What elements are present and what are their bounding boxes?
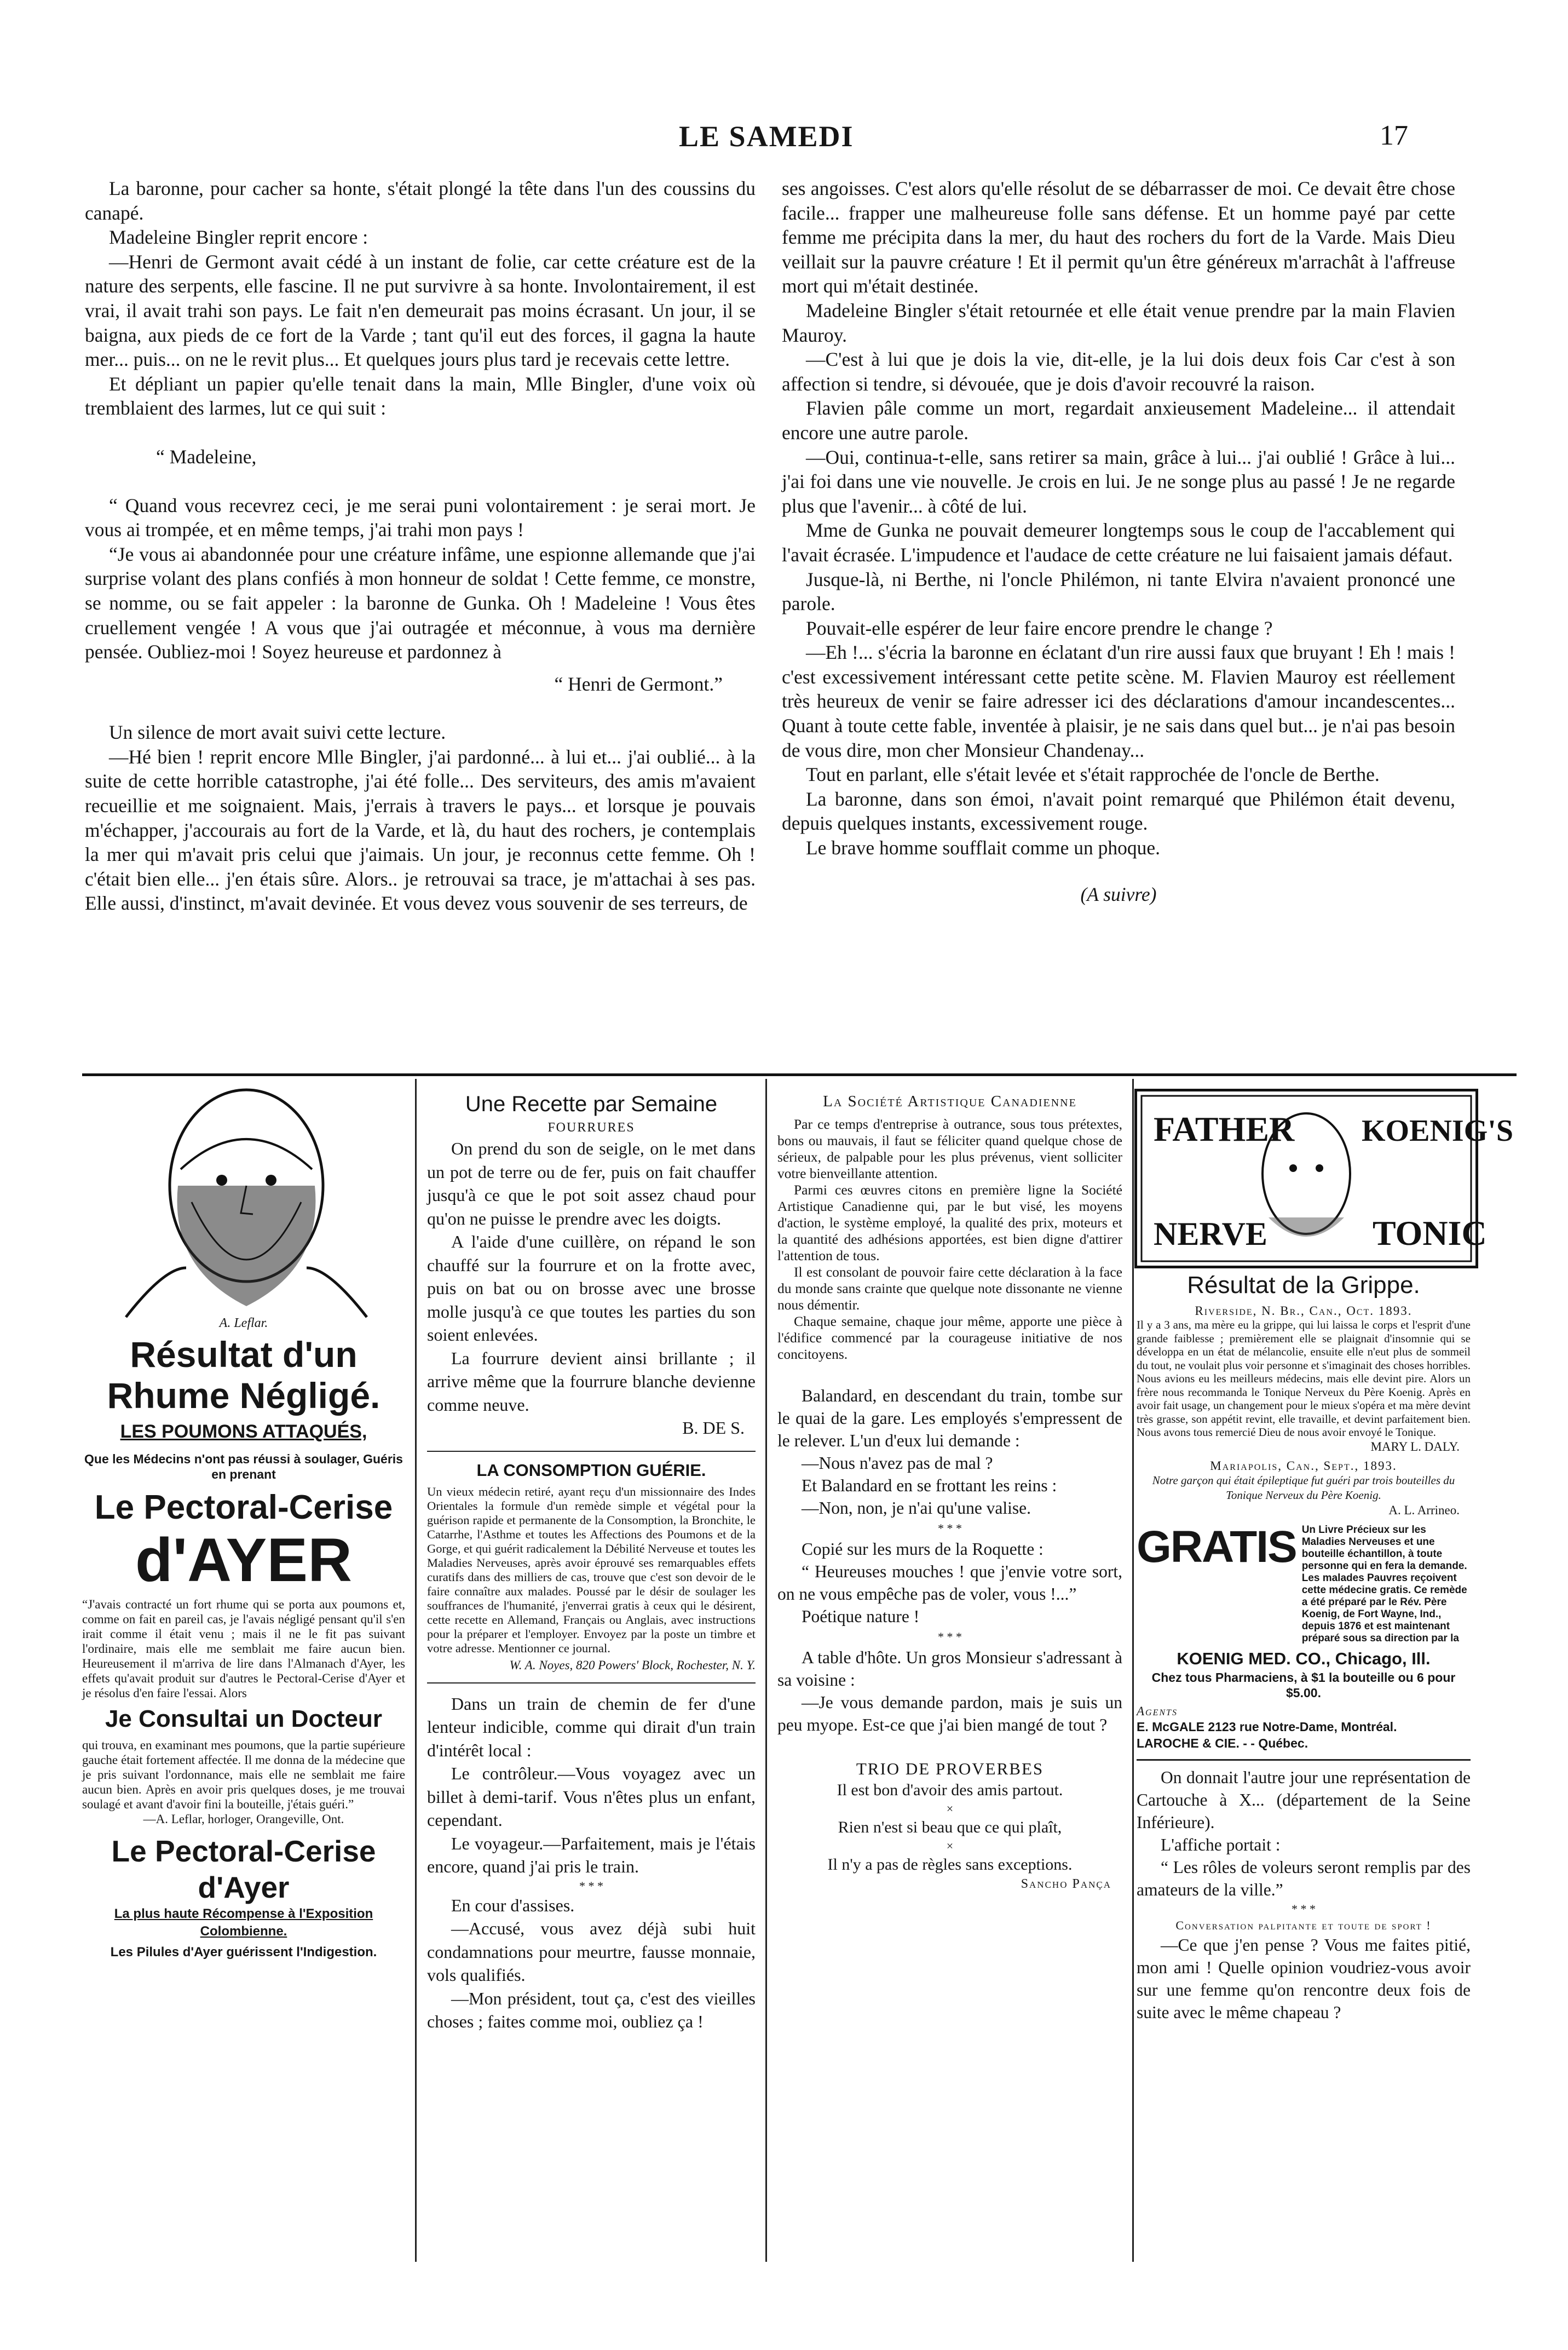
logo-word: NERVE [1154, 1216, 1267, 1252]
story-paragraph: Flavien pâle comme un mort, regardait anxieusement Madeleine... il attendait encore une autre parole. [782, 397, 1455, 444]
ad-pills: Les Pilules d'Ayer guérissent l'Indigestion. [110, 1945, 377, 1960]
to-be-continued: (A suivre) [1080, 883, 1157, 905]
agent: LAROCHE & CIE. - - Québec. [1137, 1736, 1308, 1750]
conversation-paragraph: —Ce que j'en pense ? Vous me faites pitié, mon ami ! Quelle opinion voudriez-vous avoir sur une femme qu'on rencontre deux fois de suite avec le même chapeau ? [1137, 1935, 1471, 2022]
koenig-testimonial: Il y a 3 ans, ma mère eu la grippe, qui lui laissa le corps et l'esprit d'une grande faiblesse ; premièrement elle se plaignait d'insomnie qui se développa en un état de mélancolie, ensuite elle n'eut plus de sommeil du tout, ne voulait plus voir personne et s'imaginait des choses horribles. Nous avions eu les meilleurs médecins, mais elle devint pire. Alors un frère nous recommanda le Tonique Nerveux du Père Koenig. Après en avoir fait usage, un changement pour le mieux s'opéra et ma mère devint très grasse, son appétit revint, elle travaille, et devint parfaitement bien. Nous avons tous remercié Dieu de nous avoir envoyé le Tonique. [1137, 1318, 1471, 1439]
train-paragraph: Dans un train de chemin de fer d'une lenteur indicible, comme qui dirait d'un train d'intérêt local : [427, 1693, 756, 1760]
recipe-paragraph: On prend du son de seigle, on le met dans un pot de terre ou de fer, puis on fait chauffer jusqu'à ce que le pot soit assez chaud pour qu'on ne puisse le prendre avec les doigts. [427, 1139, 756, 1228]
assizes-paragraph: —Mon président, tout ça, c'est des vieilles choses ; faites comme moi, oubliez ça ! [427, 1988, 756, 2031]
ad-testimonial: qui trouva, en examinant mes poumons, que la partie supérieure gauche était fortement affectée. Il me donna de la médecine que je pris suivant l'ordonnance, mais elle ne semblait me faire aucun bien. Après en avoir pris quelques doses, je me trouvai soulagé et avant d'avoir fini la bouteille, j'étais guéri.” [82, 1738, 405, 1811]
testimonial-signature: MARY L. DALY. [1370, 1439, 1460, 1453]
societe-column [777, 1091, 1122, 1893]
societe-paragraph: Il est consolant de pouvoir faire cette déclaration à la face du monde sans crainte que quelque note dissonante ne vienne nous démentir. [777, 1264, 1122, 1313]
cartouche-paragraph: On donnait l'autre jour une représentation de Cartouche à X... (département de la Seine Inférieure). [1137, 1767, 1471, 1832]
logo-word: KOENIG'S [1362, 1114, 1513, 1148]
product-banner: Le Pectoral-Cerise d'Ayer [111, 1834, 376, 1904]
anecdote-paragraph: Balandard, en descendant du train, tombe sur le quai de la gare. Les employés s'empressent de le relever. L'un d'eux lui demande : [777, 1386, 1122, 1450]
gratis-text: Un Livre Précieux sur les Maladies Nerveuses et une bouteille échantillon, à toute personne qui en fera la demande. Les malades Pauvres reçoivent cette médecine gratis. Ce remède a été préparé par le Rév. Père Koenig, de Fort Wayne, Ind., depuis 1876 et est maintenant préparé sous sa direction par la [1301, 1524, 1467, 1644]
story-paragraph: Madeleine Bingler reprit encore : [109, 226, 368, 249]
recipe-column [427, 1090, 756, 2033]
proverb: Rien n'est si beau que ce qui plaît, [838, 1818, 1062, 1836]
cartouche-paragraph: “ Les rôles de voleurs seront remplis par des amateurs de la ville.” [1137, 1857, 1471, 1899]
societe-paragraph: Parmi ces œuvres citons en première ligne la Société Artistique Canadienne qui, par le but visé, les moyens d'action, le système employé, la qualité des prix, moteurs et la quantité des adhésions apportées, est bien digne d'attirer l'attention de tous. [777, 1182, 1122, 1263]
ad-headline: Résultat d'un [130, 1334, 358, 1375]
story-paragraph: Et dépliant un papier qu'elle tenait dans la main, Mlle Bingler, d'une voix où tremblaient des larmes, lut ce qui suit : [85, 372, 756, 420]
train-paragraph: Le voyageur.—Parfaitement, mais je l'étais encore, quand j'ai pris le train. [427, 1833, 756, 1876]
anecdote-paragraph: Copié sur les murs de la Roquette : [802, 1539, 1044, 1559]
train-paragraph: Le contrôleur.—Vous voyagez avec un billet à demi-tarif. Vous n'êtes plus un enfant, cependant. [427, 1763, 756, 1830]
proverb-separator: × [946, 1839, 954, 1853]
story-paragraph: —Eh !... s'écria la baronne en éclatant d'un rire aussi faux que bruyant ! Eh ! mais ! c'est excessivement intéressant cette petite scène. M. Flavien Mauroy est réellement très heureux de venir se faire adresser ici des déclarations d'amour incandescentes... Quant à toute cette fable, inventée à plaisir, je ne sais dans quel but... je n'ai pas besoin de vous dire, mon cher Monsieur Chandenay... [782, 641, 1455, 761]
section-divider [82, 1073, 1517, 1076]
cartouche-paragraph: L'affiche portait : [1161, 1835, 1281, 1854]
logo-word: FATHER [1154, 1110, 1295, 1148]
separator-stars: * * * [1292, 1901, 1316, 1916]
anecdote-paragraph: Et Balandard en se frottant les reins : [802, 1476, 1057, 1495]
societe-paragraph: Par ce temps d'entreprise à outrance, sous tous prétextes, bons ou mauvais, il faut se féliciter quand quelque chose de sérieux, de palpable pour les plus prévenus, vient solliciter votre bienveillante attention. [777, 1116, 1122, 1181]
koenig-logo-box [1134, 1089, 1513, 1268]
recipe-paragraph: A l'aide d'une cuillère, on répand le son chauffé sur la fourrure et on la frotte avec, puis on bat ou on brosse avec une brosse molle jusqu'à ce que toutes les parties du son soient enlevées. [427, 1232, 756, 1345]
ad-subhead: LES POUMONS ATTAQUÉS, [120, 1421, 367, 1442]
letter-paragraph: “Je vous ai abandonnée pour une créature infâme, une espionne allemande que j'ai surprise volant des plans confiés à mon honneur de soldat ! Cette femme, ce monstre, se nomme, ou se fait appeler : la baronne de Gunka. Oh ! Madeleine ! Vous êtes cruellement vengée ! A vous que j'ai outragée et méconnue, à vous ma dernière pensée. Oubliez-moi ! Soyez heureuse et pardonnez à [85, 543, 756, 663]
story-paragraph: —Hé bien ! reprit encore Mlle Bingler, j'ai pardonné... à lui et... j'ai oublié... à la suite de cette horrible catastrophe, j'ai été folle... Des serviteurs, des amis m'avaient recueillie et me soignaient. Mais, j'errais à travers le pays... et lorsque je pouvais m'échapper, j'accourais au fort de la Varde, et là, du haut des rochers, je contemplais la mer qui m'avait pris celui que j'aimais. Un jour, je reconnus cette femme. Oh ! c'était bien elle... j'en étais sûre. Alors.. je retrouvai sa trace, je m'attachai à ses pas. Elle aussi, d'instinct, m'avait devinée. Et vous devez vous souvenir de ses terreurs, de [85, 745, 756, 915]
consumption-signature: W. A. Noyes, 820 Powers' Block, Rochester, N. Y. [509, 1658, 756, 1672]
story-paragraph: —C'est à lui que je dois la vie, dit-elle, je la lui dois deux fois Car c'est à son affection si tendre, si dévouée, que je dois d'avoir recouvré la raison. [782, 348, 1455, 395]
story-paragraph: —Henri de Germont avait cédé à un instant de folie, car cette créature est de la nature des serpents, elle fascine. Il ne put survivre à sa honte. Involontairement, il est vrai, il avait trahi son pays. Le fait n'en demeurait pas moins écrasant. Un jour, il se baigna, aux pieds de ce fort de la Varde ; tant qu'il eut des forces, il gagna la haute mer... puis... on ne le revit plus... Et quelques jours plus tard je recevais cette lettre. [85, 250, 756, 371]
anecdote-paragraph: —Nous n'avez pas de mal ? [802, 1453, 993, 1473]
separator-stars: * * * [579, 1878, 603, 1893]
koenig-testimonial: Notre garçon qui était épileptique fut guéri par trois bouteilles du Tonique Nerveux du Père Koenig. [1152, 1473, 1455, 1502]
societe-title: La Société Artistique Canadienne [823, 1093, 1077, 1110]
proverb: Il n'y a pas de règles sans exceptions. [827, 1855, 1073, 1874]
testimonial-place: Mariapolis, Can., Sept., 1893. [1210, 1458, 1397, 1473]
story-paragraph: Tout en parlant, elle s'était levée et s'était rapprochée de l'oncle de Berthe. [806, 763, 1380, 786]
anecdote-paragraph: A table d'hôte. Un gros Monsieur s'adressant à sa voisine : [777, 1648, 1122, 1690]
ad-award: La plus haute Récompense à l'Exposition Colombienne. [114, 1906, 373, 1939]
assizes-paragraph: —Accusé, vous avez déjà subi huit condamnations pour meurtre, fausse monnaie, vols qualifiés. [427, 1918, 756, 1985]
story-paragraph: La baronne, pour cacher sa honte, s'était plongé la tête dans l'un des coussins du canapé. [85, 177, 756, 224]
koenig-advertisement [1137, 1271, 1471, 2024]
story-paragraph: Le brave homme soufflait comme un phoque. [806, 837, 1161, 859]
anecdote-paragraph: —Non, non, je n'ai qu'une valise. [802, 1498, 1031, 1518]
proverb: Il est bon d'avoir des amis partout. [837, 1781, 1063, 1799]
recipe-paragraph: La fourrure devient ainsi brillante ; il arrive même que la fourrure blanche devienne comme neuve. [427, 1348, 756, 1415]
assizes-paragraph: En cour d'assises. [451, 1895, 575, 1915]
ad-testimonial-signature: —A. Leflar, horloger, Orangeville, Ont. [143, 1812, 344, 1826]
agent: E. McGALE 2123 rue Notre-Dame, Montréal. [1137, 1719, 1397, 1734]
story-column-2 [782, 176, 1455, 906]
ad-headline: Je Consultai un Docteur [105, 1705, 383, 1732]
story-paragraph: Jusque-là, ni Berthe, ni l'oncle Philémon, ni tante Elvira n'avaient prononcé une parole. [782, 568, 1455, 615]
separator-stars: * * * [938, 1630, 962, 1644]
story-paragraph: —Oui, continua-t-elle, sans retirer sa main, grâce à lui... j'ai oublié ! Grâce à lui... j'ai foi dans une vie nouvelle. Je crois en lui. Je ne songe plus au passé ! Je ne regarde plus que l'avenir... à côté de lui. [782, 446, 1455, 517]
anecdote-paragraph: —Je vous demande pardon, mais je suis un peu myope. Est-ce que j'ai bien mangé de tout ? [777, 1693, 1122, 1734]
ad-tagline: Que les Médecins n'ont pas réussi à soulager, Guéris en prenant [84, 1452, 403, 1481]
consumption-title: LA CONSOMPTION GUÉRIE. [476, 1460, 706, 1480]
gratis-label: GRATIS [1137, 1521, 1296, 1572]
letter-signature: “ Henri de Germont.” [554, 673, 723, 695]
story-paragraph: La baronne, dans son émoi, n'avait point remarqué que Philémon était devenu, depuis quelques instants, excessivement rouge. [782, 788, 1455, 835]
story-paragraph: Un silence de mort avait suivi cette lecture. [109, 721, 446, 744]
letter-salutation: “ Madeleine, [156, 445, 257, 468]
ad-headline: Rhume Négligé. [107, 1375, 381, 1416]
societe-paragraph: Chaque semaine, chaque jour même, apporte une pièce à l'édifice commencé par la courageuse initiative de nos concitoyens. [777, 1313, 1122, 1362]
recipe-subtitle: FOURRURES [547, 1121, 635, 1135]
consumption-body: Un vieux médecin retiré, ayant reçu d'un missionnaire des Indes Orientales la formule d'un remède simple et végétal pour la guérison rapide et permanente de la Consomption, la Bronchite, le Catarrhe, l'Asthme et toutes les Affections des Poumons et de la Gorge, et qui guérit radicalement la Débilité Nerveuse et toutes les Maladies Nerveuses, après avoir éprouvé ses remarquables effets curatifs dans des milliers de cas, trouve que c'est son devoir de le faire connaître aux malades. Poussé par le désir de soulager les souffrances de l'humanité, j'enverrai gratis à ceux qui le désirent, cette recette en Allemand, Français ou Anglais, avec instructions pour la préparer et l'employer. Envoyez par la poste un timbre et votre adresse. Mentionner ce journal. [427, 1484, 756, 1655]
conversation-title: Conversation palpitante et toute de sport ! [1175, 1918, 1432, 1932]
proverbs-title: TRIO DE PROVERBES [856, 1759, 1044, 1778]
story-paragraph: Madeleine Bingler s'était retournée et elle était venue prendre par la main Flavien Mauroy. [782, 299, 1455, 346]
agents-label: Agents [1137, 1704, 1178, 1718]
page-number: 17 [1380, 120, 1408, 151]
company-name: KOENIG MED. CO., Chicago, Ill. [1177, 1648, 1431, 1668]
recipe-title: Une Recette par Semaine [465, 1092, 718, 1116]
product-name: Le Pectoral-Cerise [94, 1489, 393, 1526]
bearded-man-portrait-icon [82, 1087, 405, 1317]
ayer-advertisement [82, 1087, 405, 1961]
separator-stars: * * * [938, 1521, 962, 1535]
story-paragraph: Mme de Gunka ne pouvait demeurer longtemps sous le coup de l'accablement qui l'avait écrasée. L'impudence et l'audace de cette créature ne lui faisaient jamais défaut. [782, 519, 1455, 566]
koenig-logo-icon [1137, 1091, 1513, 1266]
testimonial-signature: A. L. Arrineo. [1388, 1503, 1460, 1517]
testimonial-place: Riverside, N. Br., Can., Oct. 1893. [1195, 1304, 1413, 1318]
letter-paragraph: “ Quand vous recevrez ceci, je me serai puni volontairement : je serai mort. Je vous ai trompée, et en même temps, j'ai trahi mon pays ! [85, 494, 756, 541]
ad-testimonial: “J'avais contracté un fort rhume qui se porta aux poumons et, comme on fait en pareil cas, je l'avais négligé pensant qu'il s'en irait comme il était venu ; mais il ne le fit pas suivant l'ordinaire, mais elle me semblait me faire aucun bien. Heureusement il m'arriva de lire dans l'Almanach d'Ayer, les effets qu'avait produit sur d'autres le Pectoral-Cerise d'Ayer et je résolus d'en faire l'essai. Alors [82, 1598, 405, 1700]
story-paragraph: Pouvait-elle espérer de leur faire encore prendre le change ? [806, 617, 1273, 639]
story-paragraph: ses angoisses. C'est alors qu'elle résolut de se débarrasser de moi. Ce devait être chose facile... frapper une malheureuse folle sans défense. Et un homme payé par cette femme me précipita dans la mer, du haut des rochers du fort de la Varde. Mais Dieu veillait sur la pauvre créature ! Et il permit qu'un être généreux m'arrachât à l'affreuse mort qui m'était destinée. [782, 177, 1455, 297]
proverbs-signature: Sancho Pança [1021, 1877, 1111, 1891]
proverb-separator: × [946, 1802, 954, 1815]
price-line: Chez tous Pharmaciens, à $1 la bouteille ou 6 pour $5.00. [1151, 1670, 1456, 1700]
koenig-title: Résultat de la Grippe. [1187, 1272, 1420, 1298]
anecdote-paragraph: “ Heureuses mouches ! que j'envie votre sort, on ne vous empêche pas de voler, vous !...” [777, 1562, 1122, 1604]
running-head [0, 119, 1568, 163]
recipe-signature: B. DE S. [682, 1418, 745, 1438]
column-rule [1132, 1079, 1134, 2262]
anecdote-paragraph: Poétique nature ! [802, 1607, 920, 1626]
column-rule [415, 1079, 417, 2262]
product-name: d'AYER [135, 1526, 352, 1594]
column-rule [765, 1079, 767, 2262]
story-column-1 [85, 176, 756, 916]
newspaper-title: LE SAMEDI [679, 120, 854, 153]
portrait-caption: A. Leflar. [219, 1316, 268, 1330]
portrait-engraving [82, 1087, 405, 1317]
logo-word: TONIC [1373, 1214, 1487, 1252]
